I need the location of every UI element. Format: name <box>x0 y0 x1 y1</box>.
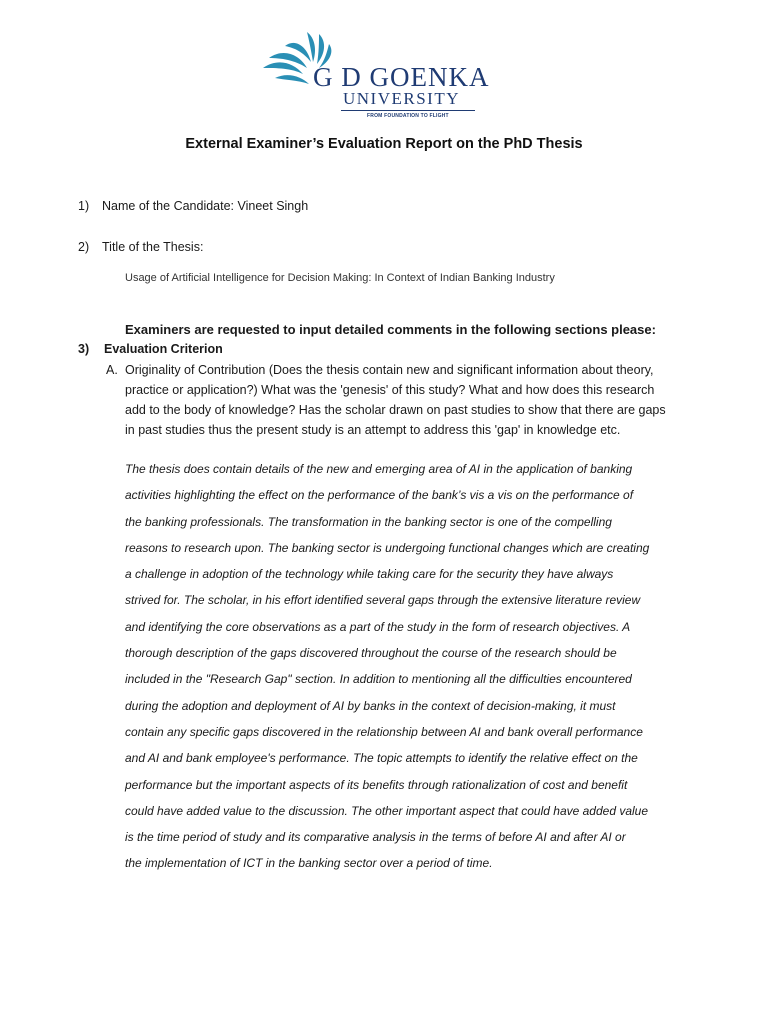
thesis-title-value: Usage of Artificial Intelligence for Decision Making: In Context of Indian Banking Industry <box>125 272 555 284</box>
question-line: Originality of Contribution (Does the thesis contain new and significant information about theory, <box>125 363 654 377</box>
comment-line: The thesis does contain details of the new and emerging area of AI in the application of banking <box>125 462 633 476</box>
examiner-instruction: Examiners are requested to input detailed comments in the following sections please: <box>125 322 656 337</box>
comment-line: is the time period of study and its comparative analysis in the terms of before AI and after AI or <box>125 830 626 845</box>
question-line: add to the body of knowledge? Has the scholar drawn on past studies to show that there are gaps <box>125 403 666 417</box>
comment-line: during the adoption and deployment of AI by banks in the context of decision-making, it must <box>125 698 616 713</box>
comment-line: activities highlighting the effect on the performance of the bank’s vis a vis on the performance of <box>125 488 634 503</box>
logo-name: G D GOENKA <box>313 62 490 92</box>
question-line: practice or application?) What was the 'genesis' of this study? What and how does this research <box>125 383 655 397</box>
logo-tagline: FROM FOUNDATION TO FLIGHT <box>367 113 449 119</box>
logo-divider <box>341 110 475 111</box>
item-text: Title of the Thesis: <box>102 240 204 254</box>
comment-line: thorough description of the gaps discovered throughout the course of the research should be <box>125 646 617 661</box>
item-number: 1) <box>78 199 90 213</box>
comment-line: the implementation of ICT in the banking sector over a period of time. <box>125 856 493 871</box>
comment-line: contain any specific gaps discovered in the relationship between AI and bank overall performance <box>125 724 643 739</box>
evaluation-criterion-heading <box>78 342 223 356</box>
comment-line: included in the "Research Gap" section. In addition to mentioning all the difficulties encountered <box>125 672 632 687</box>
criterion-a-question <box>106 360 706 440</box>
university-logo <box>255 28 490 120</box>
document-title: External Examiner’s Evaluation Report on the PhD Thesis <box>185 136 583 152</box>
comment-line: the banking professionals. The transformation in the banking sector is one of the compelling <box>125 514 612 529</box>
thesis-title-item <box>78 240 203 254</box>
item-number: 2) <box>78 240 90 254</box>
comment-line: reasons to research upon. The banking sector is undergoing functional changes which are creating <box>125 540 650 555</box>
comment-line: strived for. The scholar, in his effort identified several gaps through the extensive literature review <box>125 593 641 608</box>
examiner-comment <box>125 456 725 877</box>
item-text: Evaluation Criterion <box>104 342 223 356</box>
criterion-letter: A. <box>106 363 118 377</box>
comment-line: and AI and bank employee's performance. The topic attempts to identify the relative effect on the <box>125 751 638 766</box>
comment-line: a challenge in adoption of the technology while taking care for the security they have always <box>125 567 614 582</box>
comment-line: and identifying the core observations as a part of the study in the form of research objectives. A <box>125 619 631 634</box>
question-line: in past studies thus the present study is an attempt to address this 'gap' in knowledge etc. <box>125 423 621 437</box>
candidate-name-item <box>78 199 308 213</box>
comment-line: could have added value to the discussion. The other important aspect that could have added value <box>125 803 649 818</box>
item-number: 3) <box>78 342 90 356</box>
logo-subtitle: UNIVERSITY <box>343 89 460 108</box>
comment-line: performance but the important aspects of its benefits through rationalization of cost and benefit <box>125 777 628 792</box>
item-text: Name of the Candidate: Vineet Singh <box>102 199 309 213</box>
